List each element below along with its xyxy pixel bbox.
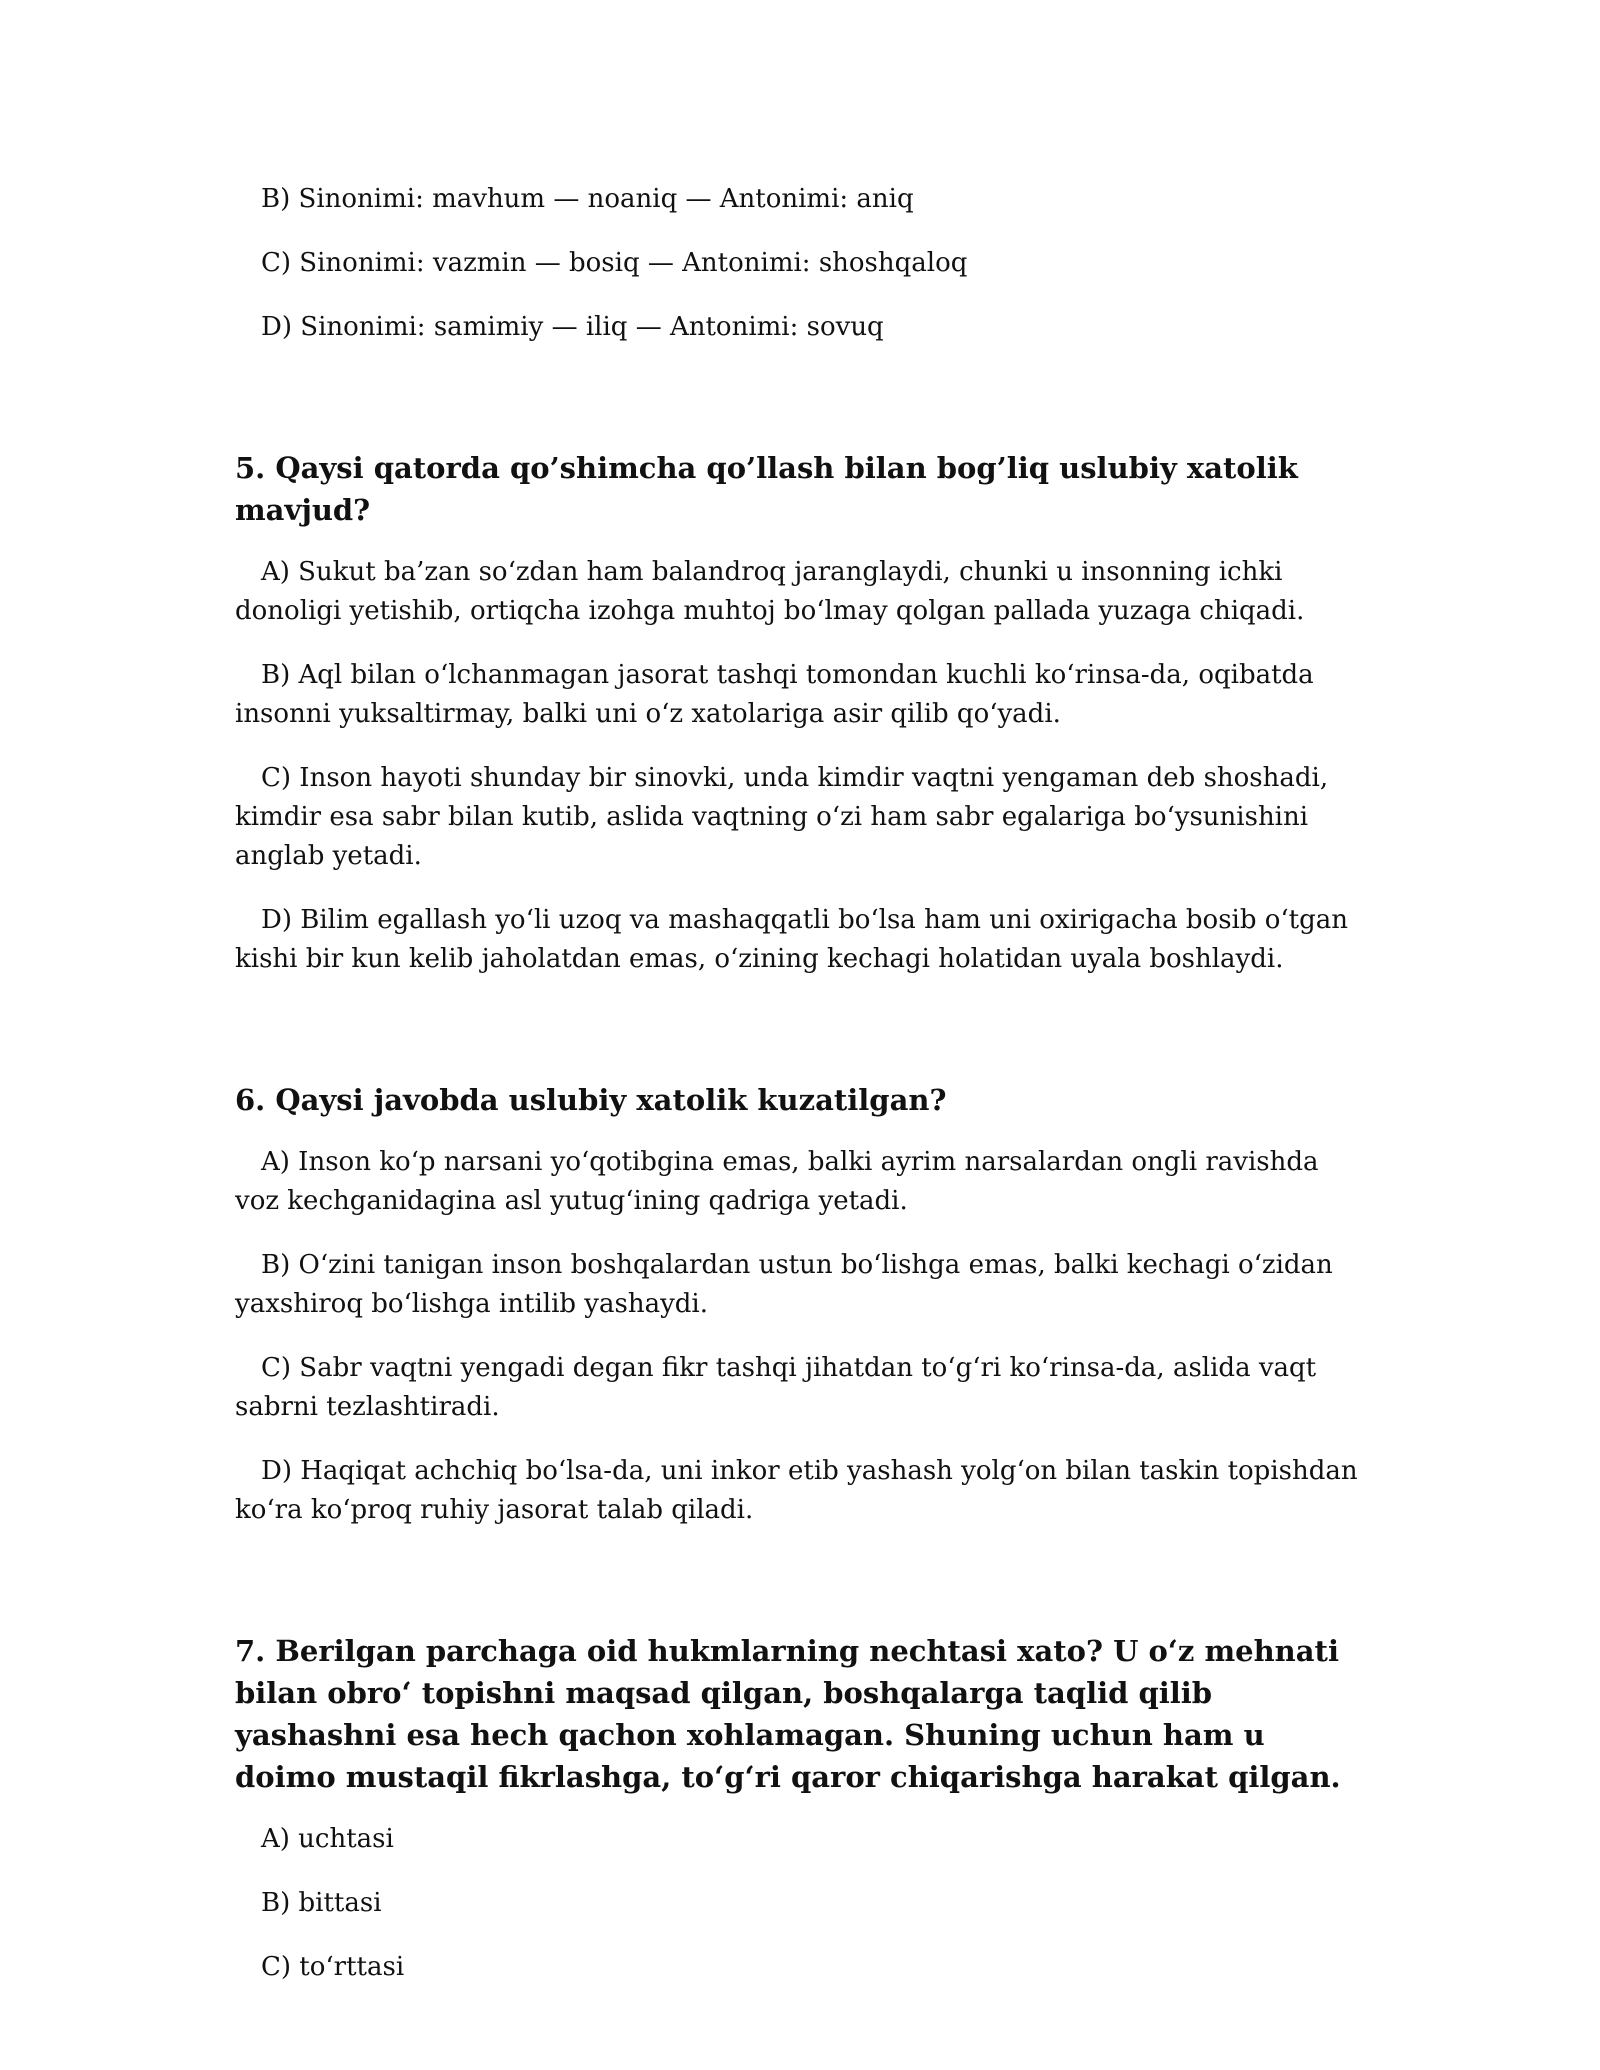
document-page	[235, 180, 1365, 2012]
question-5	[235, 447, 1365, 979]
option-b: B) Aql bilan o‘lchanmagan jasorat tashqi tomondan kuchli ko‘rinsa-da, oqibatda insonni yuksaltirmay, balki uni o‘z xatolariga asir qilib qo‘yadi.	[235, 660, 1314, 729]
question-4-options	[235, 180, 1365, 347]
option-b: B) bittasi	[261, 1888, 382, 1918]
option-d: D) Sinonimi: samimiy — iliq — Antonimi: sovuq	[261, 312, 884, 342]
option-c: C) Sinonimi: vazmin — bosiq — Antonimi: shoshqaloq	[261, 248, 968, 278]
question-title: 6. Qaysi javobda uslubiy xatolik kuzatilgan?	[235, 1083, 947, 1117]
option-c: C) to‘rttasi	[261, 1952, 405, 1982]
question-7	[235, 1630, 1365, 1987]
option-a: A) Sukut ba’zan so‘zdan ham balandroq jaranglaydi, chunki u insonning ichki donoligi yetishib, ortiqcha izohga muhtoj bo‘lmay qolgan pallada yuzaga chiqadi.	[235, 557, 1305, 626]
option-a: A) Inson ko‘p narsani yo‘qotibgina emas, balki ayrim narsalardan ongli ravishda voz kechganidagina asl yutug‘ining qadriga yetadi.	[235, 1147, 1319, 1216]
option-c: C) Sabr vaqtni yengadi degan fikr tashqi jihatdan to‘g‘ri ko‘rinsa-da, aslida vaqt sabrni tezlashtiradi.	[235, 1353, 1317, 1422]
option-d: D) Bilim egallash yo‘li uzoq va mashaqqatli bo‘lsa ham uni oxirigacha bosib o‘tgan kishi bir kun kelib jaholatdan emas, o‘zining kechagi holatidan uyala boshlaydi.	[235, 905, 1349, 974]
option-d: D) Haqiqat achchiq bo‘lsa-da, uni inkor etib yashash yolg‘on bilan taskin topishdan ko‘ra ko‘proq ruhiy jasorat talab qiladi.	[235, 1456, 1358, 1525]
question-title: 7. Berilgan parchaga oid hukmlarning nechtasi xato? U o‘z mehnati bilan obro‘ topishni maqsad qilgan, boshqalarga taqlid qilib yashashni esa hech qachon xohlamagan. Shuning uchun ham u doimo mustaqil fikrlashga, to‘g‘ri qaror chiqarishga harakat qilgan.	[235, 1634, 1341, 1794]
option-a: A) uchtasi	[261, 1824, 394, 1854]
question-title: 5. Qaysi qatorda qo’shimcha qo’llash bilan bog’liq uslubiy xatolik mavjud?	[235, 451, 1298, 527]
option-b: B) O‘zini tanigan inson boshqalardan ustun bo‘lishga emas, balki kechagi o‘zidan yaxshiroq bo‘lishga intilib yashaydi.	[235, 1250, 1333, 1319]
option-b: B) Sinonimi: mavhum — noaniq — Antonimi: aniq	[261, 184, 914, 214]
question-6	[235, 1079, 1365, 1530]
option-c: C) Inson hayoti shunday bir sinovki, unda kimdir vaqtni yengaman deb shoshadi, kimdir esa sabr bilan kutib, aslida vaqtning o‘zi ham sabr egalariga bo‘ysunishini anglab yetadi.	[235, 763, 1329, 871]
